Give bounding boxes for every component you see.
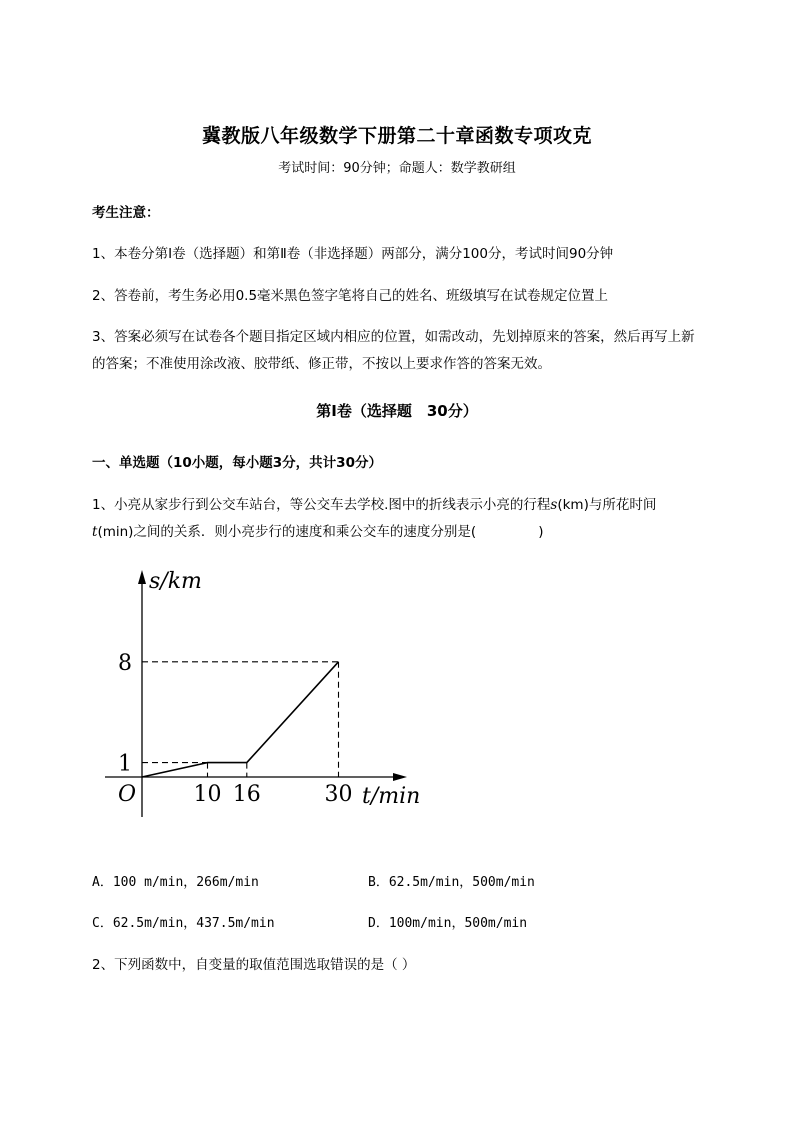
x-tick-label: 30 [324,782,353,807]
y-tick-label: 1 [118,751,132,777]
part-title: 一、单选题（10小题，每小题3分，共计30分） [92,455,382,471]
option-b[interactable]: B．62.5m/min，500m/min [368,875,535,890]
chart-layer [105,569,420,817]
q1-suffix: (km)与所花时间 [557,497,657,513]
q1-line2: (min)之间的关系．则小亮步行的速度和乘公交车的速度分别是( [97,524,477,540]
q1-var-t: t [92,524,98,540]
origin-label: O [118,782,137,807]
notice-item-2: 2、答卷前，考生务必用0.5毫米黑色签字笔将自己的姓名、班级填写在试卷规定位置上 [92,288,609,304]
series-line [142,662,339,777]
question-1-line-1 [92,493,656,513]
x-tick-label: 16 [232,782,261,807]
notice-heading: 考生注意： [92,205,160,221]
distance-time-graph [105,560,425,825]
option-a[interactable]: A．100 m/min，266m/min [92,875,259,890]
y-tick-label: 8 [118,650,132,676]
notice-item-3: 3、答案必须写在试卷各个题目指定区域内相应的位置，如需改动，先划掉原来的答案，然后再写上新 [92,329,695,345]
option-c[interactable]: C．62.5m/min，437.5m/min [92,916,275,931]
notice-item-3-cont: 的答案；不准使用涂改液、胶带纸、修正带，不按以上要求作答的答案无效。 [92,356,551,372]
page-subtitle: 考试时间：90分钟；命题人：数学教研组 [278,161,516,176]
q1-close-paren: ) [538,524,544,540]
notice-item-1: 1、本卷分第I卷（选择题）和第Ⅱ卷（非选择题）两部分，满分100分，考试时间90分钟 [92,246,614,262]
q1-var-s: s [550,497,558,513]
page-title: 冀教版八年级数学下册第二十章函数专项攻克 [201,125,592,147]
x-tick-label: 10 [193,782,222,807]
question-1-line-2 [92,520,543,540]
y-axis-label: s/km [149,569,202,594]
option-d[interactable]: D．100m/min，500m/min [368,916,528,931]
question-2: 2、下列函数中，自变量的取值范围选取错误的是（ ） [92,957,416,973]
x-axis-label: t/min [362,784,421,809]
q1-prefix: 1、小亮从家步行到公交车站台，等公交车去学校.图中的折线表示小亮的行程 [92,497,551,513]
section-title: 第I卷（选择题 30分） [316,402,478,420]
